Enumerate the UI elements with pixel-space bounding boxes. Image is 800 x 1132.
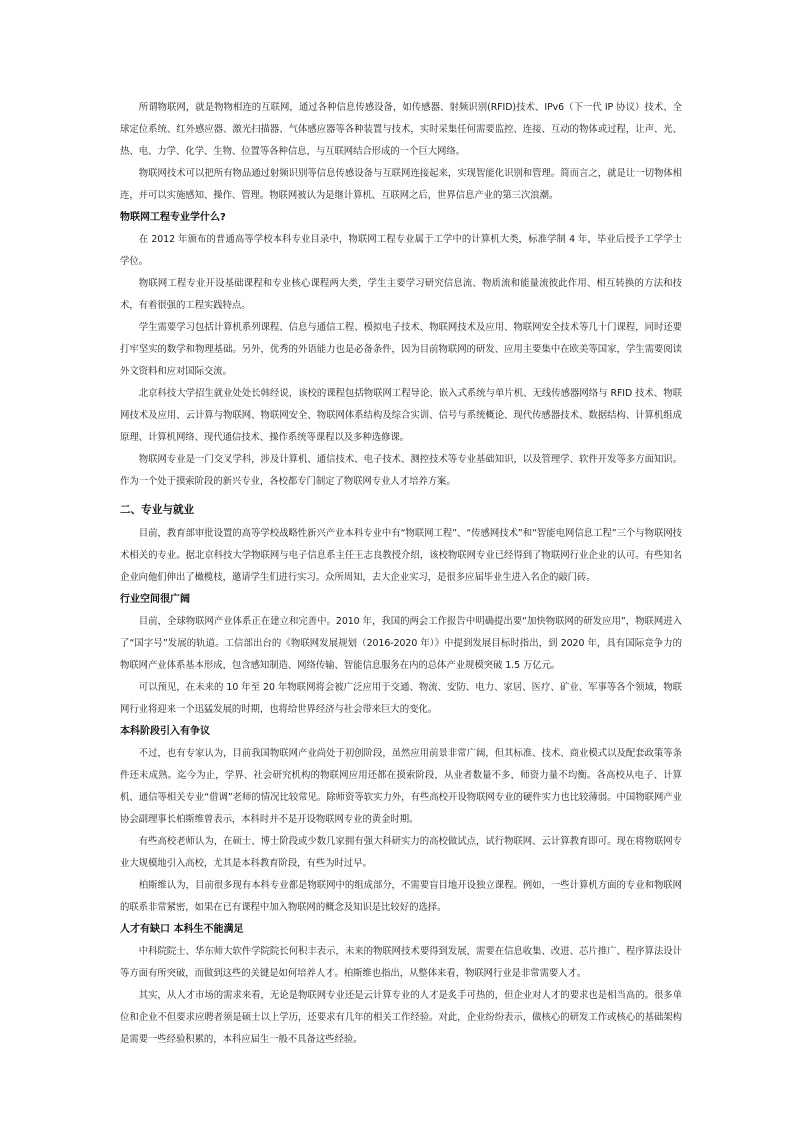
body-paragraph: 物联网专业是一门交叉学科，涉及计算机、通信技术、电子技术、测控技术等专业基础知识，以及管理学、软件开发等多方面知识。作为一个处于摸索阶段的新兴专业，各校都专门制定了物联网专业人才培养方案。 — [120, 454, 682, 487]
body-paragraph: 物联网技术可以把所有物品通过射频识别等信息传感设备与互联网连接起来，实现智能化识别和管理。简而言之，就是让一切物体相连，并可以实施感知、操作、管理。物联网被认为是继计算机、互联网之后，世界信息产业的第三次浪潮。 — [120, 168, 682, 201]
body-paragraph: 所谓物联网，就是物物相连的互联网，通过各种信息传感设备，如传感器、射频识别(RFID)技术、IPv6（下一代 IP 协议）技术、全球定位系统、红外感应器、激光扫描器、气体感应器等各种装置与技术，实时采集任何需要监控、连接、互动的物体或过程，让声、光、热、电、力学、化学、生物、位置等各种信息，与互联网结合形成的一个巨大网络。 — [120, 102, 682, 157]
body-paragraph: 可以预见，在未来的 10 年至 20 年物联网将会被广泛应用于交通、物流、安防、电力、家居、医疗、矿业、军事等各个领域，物联网行业将迎来一个迅猛发展的时期，也将给世界经济与社会带来巨大的变化。 — [120, 682, 682, 715]
body-paragraph: 在 2012 年颁布的普通高等学校本科专业目录中，物联网工程专业属于工学中的计算机大类，标准学制 4 年，毕业后授予工学学士学位。 — [120, 234, 682, 267]
body-paragraph: 有些高校老师认为，在硕士、博士阶段或少数几家拥有强大科研实力的高校做试点，试行物联网、云计算教育即可。现在将物联网专业大规模地引入高校，尤其是本科教育阶段，有些为时过早。 — [120, 836, 682, 869]
subsection-heading: 本科阶段引入有争议 — [120, 726, 210, 737]
subsection-heading: 物联网工程专业学什么? — [120, 212, 226, 223]
body-paragraph: 北京科技大学招生就业处处长韩经说，该校的课程包括物联网工程导论、嵌入式系统与单片机、无线传感器网络与 RFID 技术、物联网技术及应用、云计算与物联网、物联网安全、物联网体系结构及综合实训、信号与系统概论、现代传感器技术、数据结构、计算机组成原理、计算机网络、现代通信技术、操作系统等课程以及多种选修课。 — [120, 388, 682, 443]
section-heading: 二、专业与就业 — [120, 504, 195, 516]
body-paragraph: 物联网工程专业开设基础课程和专业核心课程两大类，学生主要学习研究信息流、物质流和能量流彼此作用、相互转换的方法和技术，有着很强的工程实践特点。 — [120, 278, 682, 311]
body-paragraph: 柏斯维认为，目前很多现有本科专业都是物联网中的组成部分，不需要盲目地开设独立课程。例如，一些计算机方面的专业和物联网的联系非常紧密，如果在已有课程中加入物联网的概念及知识是比较好的选择。 — [120, 880, 682, 913]
subsection-heading: 行业空间很广阔 — [120, 594, 190, 605]
body-paragraph: 中科院院士、华东师大软件学院院长何积丰表示，未来的物联网技术要得到发展，需要在信息收集、改进、芯片推广、程序算法设计等方面有所突破，而做到这些的关键是如何培养人才。柏斯维也指出，从整体来看，物联网行业是非常需要人才。 — [120, 946, 682, 979]
body-paragraph: 其实，从人才市场的需求来看，无论是物联网专业还是云计算专业的人才是炙手可热的，但企业对人才的要求也是相当高的。很多单位和企业不但要求应聘者须是硕士以上学历，还要求有几年的相关工作经验。对此，企业纷纷表示，做核心的研发工作或核心的基础架构是需要一些经验积累的，本科应届生一般不具备这些经验。 — [120, 990, 682, 1045]
body-paragraph: 目前，教育部审批设置的高等学校战略性新兴产业本科专业中有“物联网工程”、“传感网技术”和“智能电网信息工程”三个与物联网技术相关的专业。据北京科技大学物联网与电子信息系主任王志良教授介绍，该校物联网专业已经得到了物联网行业企业的认可。有些知名企业向他们伸出了橄榄枝，邀请学生们进行实习。众所周知，去大企业实习，是很多应届毕业生进入名企的敲门砖。 — [120, 528, 682, 583]
body-paragraph: 不过，也有专家认为，目前我国物联网产业尚处于初创阶段，虽然应用前景非常广阔，但其标准、技术、商业模式以及配套政策等条件还未成熟。迄今为止，学界、社会研究机构的物联网应用还都在摸索阶段，从业者数量不多，师资力量不均衡。各高校从电子、计算机、通信等相关专业“借调”老师的情况比较常见。除师资等软实力外，有些高校开设物联网专业的硬件实力也比较薄弱。中国物联网产业协会副理事长柏斯维曾表示，本科时并不是开设物联网专业的黄金时期。 — [120, 748, 682, 825]
subsection-heading: 人才有缺口 本科生不能满足 — [120, 924, 244, 935]
article-body — [120, 97, 682, 1051]
body-paragraph: 目前，全球物联网产业体系正在建立和完善中。2010 年，我国的两会工作报告中明确提出要“加快物联网的研发应用”，物联网进入了“国字号”发展的轨道。工信部出台的《物联网发展规划（2016-2020 年）》中提到发展目标时指出，到 2020 年，具有国际竞争力的物联网产业体系基本形成，包含感知制造、网络传输、智能信息服务在内的总体产业规模突破 1.5 万亿元。 — [120, 616, 682, 671]
body-paragraph: 学生需要学习包括计算机系列课程、信息与通信工程、模拟电子技术、物联网技术及应用、物联网安全技术等几十门课程，同时还要打牢坚实的数学和物理基础。另外，优秀的外语能力也是必备条件，因为目前物联网的研发、应用主要集中在欧美等国家，学生需要阅读外文资料和应对国际交流。 — [120, 322, 682, 377]
